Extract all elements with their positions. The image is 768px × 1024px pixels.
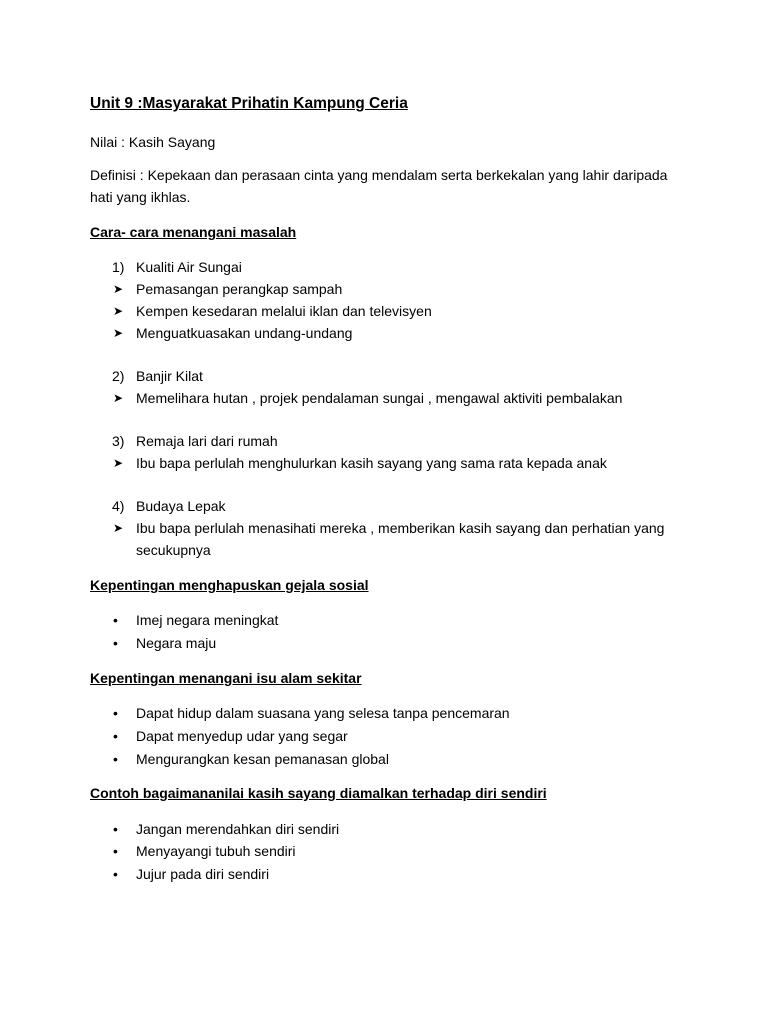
list-item: Negara maju <box>136 635 217 651</box>
bullet-dot-icon: • <box>113 751 118 767</box>
bullet-dot-icon: • <box>113 635 118 651</box>
list-item: Ibu bapa perlulah menghulurkan kasih sayang yang sama rata kepada anak <box>136 455 607 471</box>
list-item: Menguatkuasakan undang-undang <box>136 325 353 341</box>
list-item-continuation: secukupnya <box>136 542 211 558</box>
list-item: Kempen kesedaran melalui iklan dan televisyen <box>136 303 432 319</box>
nilai-line: Nilai : Kasih Sayang <box>90 134 216 150</box>
group-number: 2) <box>112 368 125 384</box>
page-title: Unit 9 :Masyarakat Prihatin Kampung Ceria <box>90 95 408 112</box>
arrow-bullet-icon: ➤ <box>113 521 124 535</box>
section-heading-kepentingan-alam: Kepentingan menangani isu alam sekitar <box>90 670 362 686</box>
list-item: Jujur pada diri sendiri <box>136 866 270 882</box>
bullet-dot-icon: • <box>113 705 118 721</box>
group-label: Budaya Lepak <box>136 498 226 514</box>
group-label: Remaja lari dari rumah <box>136 433 278 449</box>
bullet-dot-icon: • <box>113 612 118 628</box>
list-item: Menyayangi tubuh sendiri <box>136 843 296 859</box>
group-label: Kualiti Air Sungai <box>136 259 242 275</box>
arrow-bullet-icon: ➤ <box>113 282 124 296</box>
section-heading-cara: Cara- cara menangani masalah <box>90 224 297 240</box>
list-item: Dapat hidup dalam suasana yang selesa tanpa pencemaran <box>136 705 510 721</box>
section-heading-kepentingan-sosial: Kepentingan menghapuskan gejala sosial <box>90 577 369 593</box>
group-number: 4) <box>112 498 125 514</box>
list-item: Memelihara hutan , projek pendalaman sungai , mengawal aktiviti pembalakan <box>136 390 623 406</box>
arrow-bullet-icon: ➤ <box>113 326 124 340</box>
definisi-line-2: hati yang ikhlas. <box>90 189 191 205</box>
arrow-bullet-icon: ➤ <box>113 391 124 405</box>
group-number: 3) <box>112 433 125 449</box>
list-item: Jangan merendahkan diri sendiri <box>136 821 340 837</box>
list-item: Ibu bapa perlulah menasihati mereka , memberikan kasih sayang dan perhatian yang <box>136 520 665 536</box>
group-number: 1) <box>112 259 125 275</box>
section-heading-contoh: Contoh bagaimananilai kasih sayang diamalkan terhadap diri sendiri <box>90 785 547 801</box>
group-label: Banjir Kilat <box>136 368 203 384</box>
list-item: Dapat menyedup udar yang segar <box>136 728 348 744</box>
list-item: Pemasangan perangkap sampah <box>136 281 343 297</box>
list-item: Mengurangkan kesan pemanasan global <box>136 751 389 767</box>
bullet-dot-icon: • <box>113 728 118 744</box>
arrow-bullet-icon: ➤ <box>113 456 124 470</box>
list-item: Imej negara meningkat <box>136 612 279 628</box>
bullet-dot-icon: • <box>113 866 118 882</box>
arrow-bullet-icon: ➤ <box>113 304 124 318</box>
definisi-line-1: Definisi : Kepekaan dan perasaan cinta yang mendalam serta berkekalan yang lahir daripada <box>90 167 668 183</box>
bullet-dot-icon: • <box>113 821 118 837</box>
bullet-dot-icon: • <box>113 843 118 859</box>
